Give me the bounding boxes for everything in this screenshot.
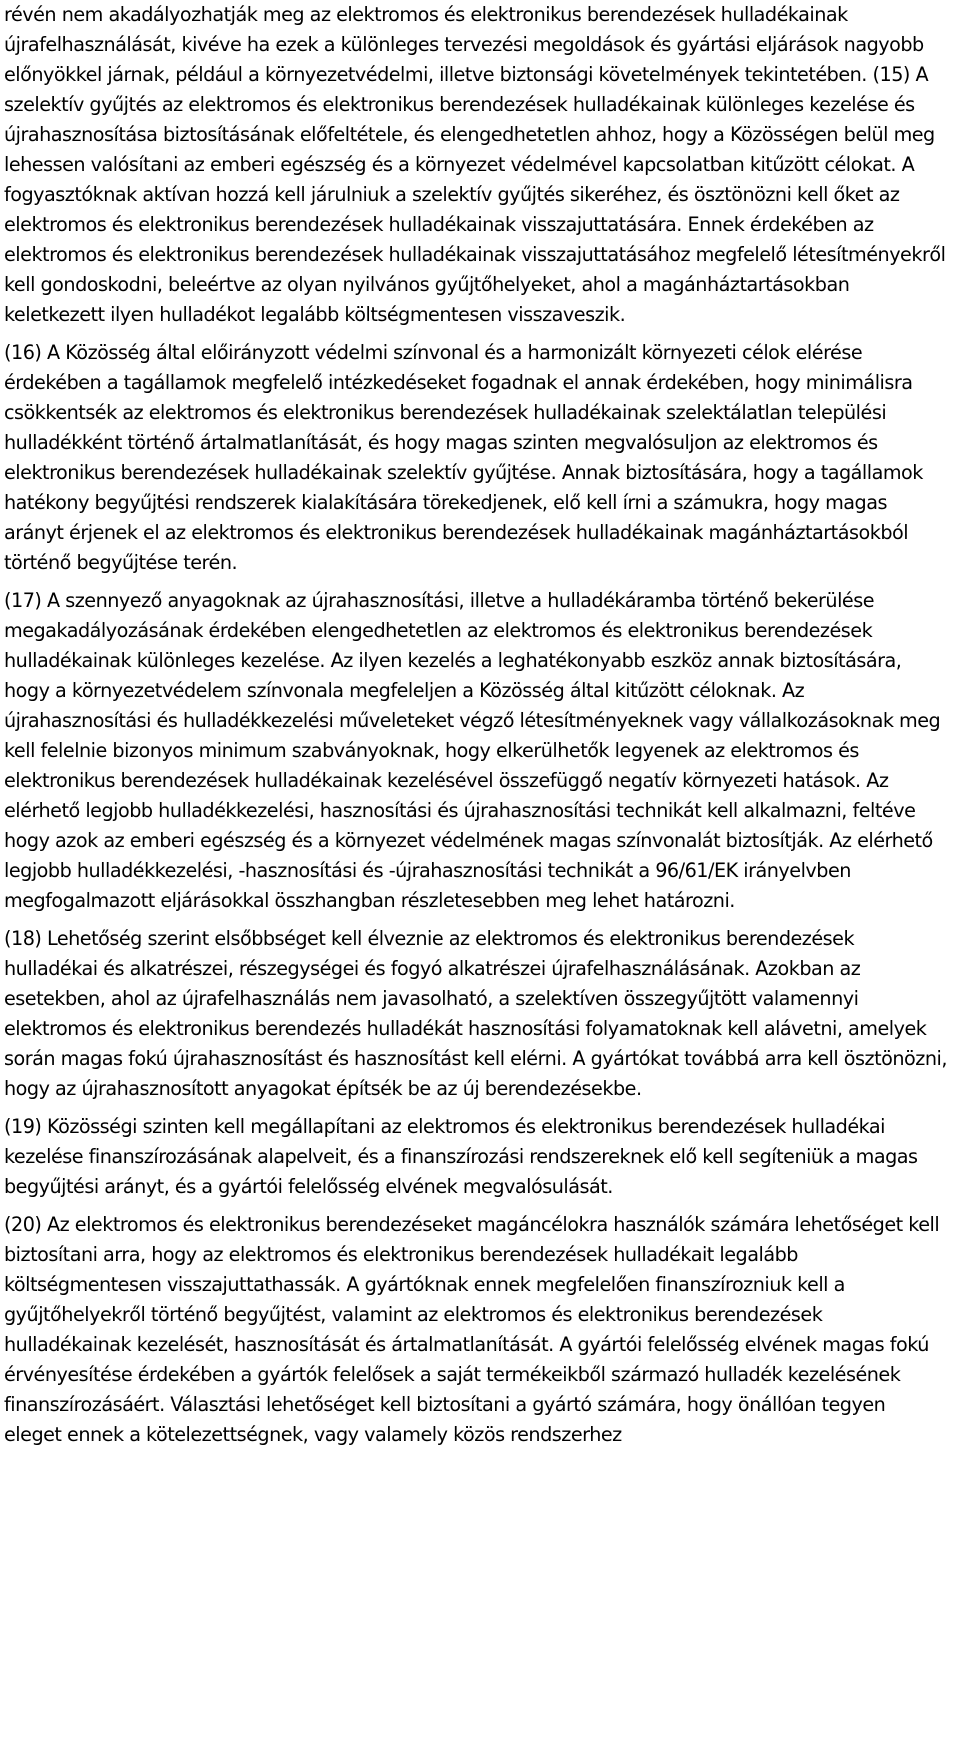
paragraph-20: (20) Az elektromos és elektronikus berendezéseket magáncélokra használók számára lehetőséget kell biztosítani arra, hogy az elektromos és elektronikus berendezések hulladékait legalább költségmentesen visszajuttathassák. A gyártóknak ennek megfelelően finanszírozniuk kell a gyűjtőhelyekről történő begyűjtést, valamint az elektromos és elektronikus berendezések hulladékainak kezelését, hasznosítását és ártalmatlanítását. A gyártói felelősség elvének magas fokú érvényesítése érdekében a gyártók felelősek a saját termékeikből származó hulladék kezelésének finanszírozásáért. Választási lehetőséget kell biztosítani a gyártó számára, hogy önállóan tegyen eleget ennek a kötelezettségnek, vagy valamely közös rendszerhez [4,1213,940,1446]
opening-paragraph [4,0,948,330]
paragraph-19: (19) Közösségi szinten kell megállapítani az elektromos és elektronikus berendezések hulladékai kezelése finanszírozásának alapelveit, és a finanszírozási rendszereknek elő kell segíteniük a magas begyűjtési arányt, és a gyártói felelősség elvének megvalósulását. [4,1115,918,1198]
paragraph-15: (15) A szelektív gyűjtés az elektromos és elektronikus berendezések hulladékainak különleges kezelése és újrahasznosítása biztosításának előfeltétele, és elengedhetetlen ahhoz, hogy a Közösségen belül meg lehessen valósítani az emberi egészség és a környezet védelmével kapcsolatban kitűzött célokat. A fogyasztóknak aktívan hozzá kell járulniuk a szelektív gyűjtés sikeréhez, és ösztönözni kell őket az elektromos és elektronikus berendezések hulladékainak visszajuttatására. Ennek érdekében az elektromos és elektronikus berendezések hulladékainak visszajuttatásához megfelelő létesítményekről kell gondoskodni, beleértve az olyan nyilvános gyűjtőhelyeket, ahol a magánháztartásokban keletkezett ilyen hulladékot legalább költségmentesen visszaveszik. [4,63,946,326]
paragraph-18: (18) Lehetőség szerint elsőbbséget kell élveznie az elektromos és elektronikus berendezések hulladékai és alkatrészei, részegységei és fogyó alkatrészei újrafelhasználásának. Azokban az esetekben, ahol az újrafelhasználás nem javasolható, a szelektíven összegyűjtött valamennyi elektromos és elektronikus berendezés hulladékát hasznosítási folyamatoknak kell alávetni, amelyek során magas fokú újrahasznosítást és hasznosítást kell elérni. A gyártókat továbbá arra kell ösztönözni, hogy az újrahasznosított anyagokat építsék be az új berendezésekbe. [4,927,947,1100]
opening-text: révén nem akadályozhatják meg az elektromos és elektronikus berendezések hulladékainak újrafelhasználását, kivéve ha ezek a különleges tervezési megoldások és gyártási eljárások nagyobb előnyökkel járnak, például a környezetvédelmi, illetve biztonsági követelmények tekintetében. [4,3,924,86]
paragraph-16: (16) A Közösség által előirányzott védelmi színvonal és a harmonizált környezeti célok elérése érdekében a tagállamok megfelelő intézkedéseket fogadnak el annak érdekében, hogy minimálisra csökkentsék az elektromos és elektronikus berendezések hulladékainak szelektálatlan települési hulladékként történő ártalmatlanítását, és hogy magas szinten megvalósuljon az elektromos és elektronikus berendezések hulladékainak szelektív gyűjtése. Annak biztosítására, hogy a tagállamok hatékony begyűjtési rendszerek kialakítására törekedjenek, elő kell írni a számukra, hogy magas arányt érjenek el az elektromos és elektronikus berendezések hulladékainak magánháztartásokból történő begyűjtése terén. [4,341,923,574]
paragraph-17: (17) A szennyező anyagoknak az újrahasznosítási, illetve a hulladékáramba történő bekerülése megakadályozásának érdekében elengedhetetlen az elektromos és elektronikus berendezések hulladékainak különleges kezelése. Az ilyen kezelés a leghatékonyabb eszköz annak biztosítására, hogy a környezetvédelem színvonala megfeleljen a Közösség által kitűzött céloknak. Az újrahasznosítási és hulladékkezelési műveleteket végző létesítményeknek vagy vállalkozásoknak meg kell felelnie bizonyos minimum szabványoknak, hogy elkerülhetők legyenek az elektromos és elektronikus berendezések hulladékainak kezelésével összefüggő negatív környezeti hatások. Az elérhető legjobb hulladékkezelési, hasznosítási és újrahasznosítási technikát kell alkalmazni, feltéve hogy azok az emberi egészség és a környezet védelmének magas színvonalát biztosítják. Az elérhető legjobb hulladékkezelési, -hasznosítási és -újrahasznosítási technikát a 96/61/EK irányelvben megfogalmazott eljárásokkal összhangban részletesebben meg lehet határozni. [4,589,941,912]
